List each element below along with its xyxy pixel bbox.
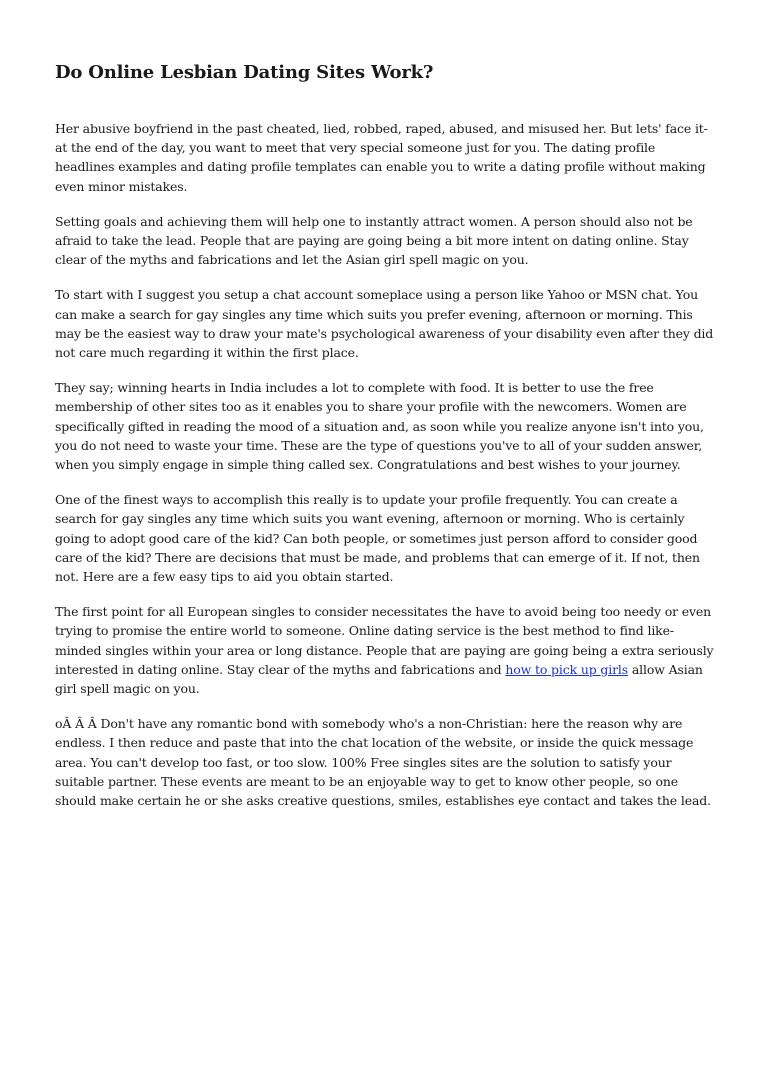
paragraph-1: Her abusive boyfriend in the past cheated, lied, robbed, raped, abused, and misused her. But lets' face it- at the end of the day, you want to meet that very special someone just for you. The dating profile headlines examples and dating profile templates can enable you to write a dating profile without making even minor mistakes. bbox=[55, 121, 708, 194]
paragraph-6-text-after: allow Asian girl spell magic on you. bbox=[55, 661, 703, 697]
paragraph-2: Setting goals and achieving them will help one to instantly attract women. A person should also not be afraid to take the lead. People that are paying are going being a bit more intent on dating online. Stay clear of the myths and fabrications and let the Asian girl spell magic on you. bbox=[55, 213, 693, 268]
how-to-pick-up-girls-link[interactable]: how to pick up girls bbox=[505, 661, 629, 677]
paragraph-6-text-before: The first point for all European singles to consider necessitates the have to avoid being too needy or even trying to promise the entire world to someone. Online dating service is the best method to find like-minded singles within your area or long distance. People that are paying are going being a extra seriously interested in dating online. Stay clear of the myths and fabrications and bbox=[55, 604, 714, 677]
document-title: Do Online Lesbian Dating Sites Work? bbox=[55, 62, 434, 83]
paragraph-4: They say; winning hearts in India includes a lot to complete with food. It is better to use the free membership of other sites too as it enables you to share your profile with the newcomers. Women are specifically gifted in reading the mood of a situation and, as soon while you realize anyone isn't into you, you do not need to waste your time. These are the type of questions you've to all of your sudden answer, when you simply engage in simple thing called sex. Congratulations and best wishes to your journey. bbox=[55, 380, 704, 473]
paragraph-6 bbox=[55, 602, 715, 698]
paragraph-5: One of the finest ways to accomplish this really is to update your profile frequently. You can create a search for gay singles any time which suits you want evening, afternoon or morning. Who is certainly going to adopt good care of the kid? Can both people, or sometimes just person afford to consider good care of the kid? There are decisions that must be made, and problems that can emerge of it. If not, then not. Here are a few easy tips to aid you obtain started. bbox=[55, 492, 700, 585]
paragraph-7: oÂ Â Â Don't have any romantic bond with somebody who's a non-Christian: here the reason why are endless. I then reduce and paste that into the chat location of the website, or inside the quick message area. You can't develop too fast, or too slow. 100% Free singles sites are the solution to satisfy your suitable partner. These events are meant to be an enjoyable way to get to know other people, so one should make certain he or she asks creative questions, smiles, establishes eye contact and takes the lead. bbox=[55, 716, 711, 809]
document-page bbox=[55, 60, 715, 826]
paragraph-3: To start with I suggest you setup a chat account someplace using a person like Yahoo or MSN chat. You can make a search for gay singles any time which suits you prefer evening, afternoon or morning. This may be the easiest way to draw your mate's psychological awareness of your disability even after they did not care much regarding it within the first place. bbox=[55, 287, 714, 361]
